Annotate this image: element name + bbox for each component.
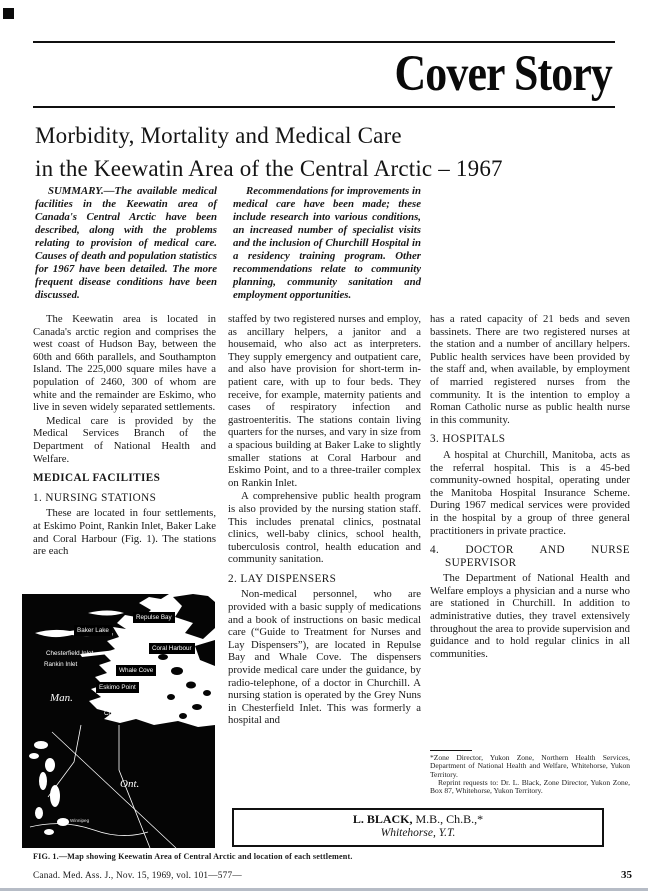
summary-right-column	[233, 185, 421, 302]
summary-paragraph: Recommendations for improvements in medical care have been made; these include research into various conditions, an increased number of specialist visits and the inclusion of Churchill Hospital in a residency training program. Other recommendations relate to community planning, community sanitation and employment opportunities.	[233, 185, 421, 301]
footnote-affiliation: *Zone Director, Yukon Zone, Northern Health Services, Department of National Health and Welfare, Whitehorse, Yukon Territory.	[430, 753, 630, 779]
footer-citation: Canad. Med. Ass. J., Nov. 15, 1969, vol. 101—577—	[33, 871, 242, 881]
footnote-reprint-requests: Reprint requests to: Dr. L. Black, Zone Director, Yukon Zone, Box 87, Whitehorse, Yukon Territory.	[430, 777, 630, 796]
heading-hospitals: 3. HOSPITALS	[430, 433, 506, 446]
figure-caption: FIG. 1.—Map showing Keewatin Area of Central Arctic and location of each settlement.	[33, 852, 353, 861]
registration-mark	[3, 8, 14, 19]
map-label-winnipeg: Winnipeg	[70, 818, 90, 823]
paragraph: A comprehensive public health program is also provided by the nursing station staff. This includes prenatal clinics, postnatal clinics, well-baby clinics, school health, tuberculosis control, health education and community sanitation.	[228, 490, 421, 566]
body-column-3	[430, 313, 630, 749]
author-box	[232, 808, 604, 847]
summary-paragraph	[35, 185, 217, 302]
article-title	[35, 119, 615, 185]
map-label-chesterfield-inlet: Chesterfield Inlet	[46, 650, 94, 657]
map-label-repulse-bay: Repulse Bay	[133, 612, 175, 623]
paragraph: staffed by two registered nurses and employ, as ancillary helpers, a janitor and a housemaid, who also act as interpreters. They supply emergency and outpatient care, and also have provision for short-term in-patient care, with up to four beds. They receive, for example, maternity patients and cases of respiratory infection and gastroenteritis. The stations contain living quarters for the nurses, and vary in size from a spacious building at Baker Lake to slightly smaller stations at Coral Harbour and Eskimo Point, and to a three-trailer complex on Rankin Inlet.	[228, 313, 421, 489]
map-label-eskimo-point: Eskimo Point	[96, 682, 139, 693]
page-number: 35	[621, 869, 632, 881]
map-label-whale-cove: Whale Cove	[116, 665, 156, 676]
keewatin-map-figure	[22, 594, 215, 848]
map-label-rankin-inlet: Rankin Inlet	[44, 661, 78, 668]
footnote-rule	[430, 750, 472, 751]
summary-text: The available medical facilities in the Keewatin area of Canada's Central Arctic have been described, along with the problems relating to provision of medical care. Causes of death and population statistics for 1967 have been detailed. The more frequent disease conditions have been discussed.	[35, 185, 217, 301]
article-title-line2: in the Keewatin Area of the Central Arctic – 1967	[35, 156, 503, 181]
cover-story-banner: Cover Story	[394, 46, 612, 102]
paragraph: Medical care is provided by the Medical Services Branch of the Department of National Health and Welfare.	[33, 414, 216, 465]
body-column-2	[228, 313, 421, 805]
paragraph: Non-medical personnel, who are provided with a basic supply of medications and a book of instructions on basic medical care (“Guide to Treatment for Nurses and Lay Dispensers”), are located in Repulse Bay and Whale Cove. The dispensers provide medical care under the guidance, by radio-telephone, of a doctor in Churchill. A nursing station is operated by the Grey Nuns in Chesterfield Inlet. This was formerly a hospital and	[228, 588, 421, 727]
summary-left-column	[35, 185, 217, 302]
body-column-1	[33, 313, 216, 591]
author-name: L. BLACK,	[352, 812, 413, 826]
heading-lay-dispensers: 2. LAY DISPENSERS	[228, 572, 337, 585]
author-degrees: M.B., Ch.B.,*	[412, 812, 484, 826]
paragraph: A hospital at Churchill, Manitoba, acts as the referral hospital. This is a 45-bed community-owned hospital, operating under the Manitoba Hospital Insurance Scheme. During 1967 medical services were provided in the hospital by a group of three general practitioners in private practice.	[430, 448, 630, 537]
page-bottom-edge	[0, 888, 648, 891]
article-title-line1: Morbidity, Mortality and Medical Care	[35, 123, 402, 148]
map-label-ont-: Ont.	[120, 778, 140, 790]
paragraph: has a rated capacity of 21 beds and seven bassinets. There are two registered nurses at the station and a number of ancillary helpers. Public health services have been provided by the staff and, when available, by employment of married registered nurses from the community. It is the intention to employ a Roman Catholic nurse as public health nurse in this community.	[430, 313, 630, 426]
map-label-coral-harbour: Coral Harbour	[149, 643, 195, 654]
author-name-line	[234, 812, 602, 827]
heading-nursing-stations: 1. NURSING STATIONS	[33, 491, 157, 504]
paragraph: The Keewatin area is located in Canada's arctic region and comprises the west coast of Hudson Bay, between the 60th and 66th parallels, and Southampton Island. The 225,000 square miles have a population of 2460, 300 of whom are white and the remainder are Eskimo, who live in seven widely separated settlements.	[33, 313, 216, 414]
map-label-churchill: Churchill	[104, 710, 129, 717]
author-location: Whitehorse, Y.T.	[380, 827, 456, 839]
keewatin-map	[22, 594, 215, 848]
heading-medical-facilities: MEDICAL FACILITIES	[33, 472, 161, 485]
paragraph: The Department of National Health and Welfare employs a physician and a nurse who are stationed in Churchill. In addition to administrative duties, they travel extensively throughout the area to provide supervision and guidance and to hold regular clinics in all communities.	[430, 572, 630, 660]
header-rule-top	[33, 41, 615, 43]
footnote	[430, 750, 630, 795]
summary-label: SUMMARY.—	[48, 185, 115, 197]
heading-doctor-and-nurse-supervisor: 4. DOCTOR AND NURSE SUPERVISOR	[430, 544, 630, 569]
header-rule-bottom	[33, 106, 615, 108]
map-label-man-: Man.	[50, 692, 73, 704]
paragraph: These are located in four settlements, at Eskimo Point, Rankin Inlet, Baker Lake and Coral Harbour (Fig. 1). The stations are each	[33, 507, 216, 558]
map-label-baker-lake: Baker Lake	[74, 625, 112, 636]
